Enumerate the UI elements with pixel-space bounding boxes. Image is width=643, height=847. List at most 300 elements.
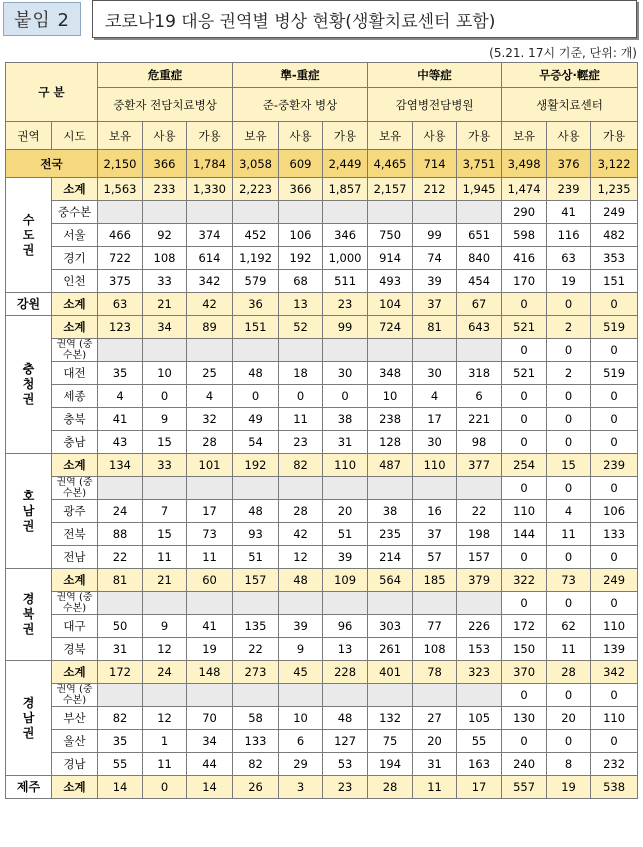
table-cell: 254: [502, 454, 547, 477]
table-cell: 643: [457, 316, 502, 339]
metric-header: 보유: [502, 122, 547, 150]
table-cell: 134: [98, 454, 143, 477]
table-cell: 6: [457, 385, 502, 408]
table-cell: 192: [279, 247, 323, 270]
table-cell: 0: [547, 431, 591, 454]
table-cell: 2,150: [98, 150, 143, 178]
region-name: 강원: [6, 293, 52, 316]
table-cell: [323, 592, 368, 615]
table-cell: [233, 201, 279, 224]
table-cell: 151: [233, 316, 279, 339]
city-label: 소계: [52, 293, 98, 316]
city-label: 전북: [52, 523, 98, 546]
table-cell: 0: [502, 592, 547, 615]
metric-header: 보유: [98, 122, 143, 150]
city-label: 충남: [52, 431, 98, 454]
table-cell: 139: [591, 638, 638, 661]
table-cell: 110: [591, 615, 638, 638]
table-cell: 4,465: [368, 150, 413, 178]
table-cell: 23: [323, 293, 368, 316]
table-cell: 9: [279, 638, 323, 661]
table-cell: 221: [457, 408, 502, 431]
table-cell: 366: [143, 150, 187, 178]
table-cell: 104: [368, 293, 413, 316]
table-cell: 375: [98, 270, 143, 293]
table-cell: 342: [187, 270, 233, 293]
city-label: 광주: [52, 500, 98, 523]
table-cell: 11: [279, 408, 323, 431]
table-cell: 0: [591, 385, 638, 408]
table-cell: 0: [591, 408, 638, 431]
metric-header: 가용: [457, 122, 502, 150]
table-cell: [457, 201, 502, 224]
table-cell: [457, 477, 502, 500]
table-cell: 487: [368, 454, 413, 477]
table-cell: 598: [502, 224, 547, 247]
table-cell: 11: [547, 638, 591, 661]
table-cell: 0: [502, 408, 547, 431]
table-row: [6, 615, 638, 638]
table-cell: 0: [233, 385, 279, 408]
table-cell: 0: [591, 339, 638, 362]
table-cell: 88: [98, 523, 143, 546]
table-cell: 108: [143, 247, 187, 270]
table-cell: [233, 339, 279, 362]
table-cell: [98, 339, 143, 362]
table-cell: [323, 201, 368, 224]
table-cell: 81: [98, 569, 143, 592]
table-cell: 99: [413, 224, 457, 247]
table-cell: [98, 592, 143, 615]
table-cell: 24: [143, 661, 187, 684]
metric-header: 가용: [187, 122, 233, 150]
table-cell: 30: [323, 362, 368, 385]
table-cell: 50: [98, 615, 143, 638]
table-row: [6, 523, 638, 546]
table-cell: 81: [413, 316, 457, 339]
table-cell: 21: [143, 569, 187, 592]
table-cell: [187, 592, 233, 615]
table-cell: 96: [323, 615, 368, 638]
table-row: [6, 730, 638, 753]
table-cell: [323, 477, 368, 500]
table-cell: 3,498: [502, 150, 547, 178]
national-total-row: [6, 150, 638, 178]
city-label: 소계: [52, 661, 98, 684]
attachment-tag: 붙임 2: [3, 2, 81, 36]
national-label: 전국: [6, 150, 98, 178]
city-label: 인천: [52, 270, 98, 293]
city-label: 부산: [52, 707, 98, 730]
city-label: 중수본: [52, 201, 98, 224]
table-cell: [143, 477, 187, 500]
table-cell: 353: [591, 247, 638, 270]
table-cell: 109: [323, 569, 368, 592]
table-cell: [187, 477, 233, 500]
table-cell: 416: [502, 247, 547, 270]
table-cell: 11: [143, 546, 187, 569]
table-row: [6, 385, 638, 408]
table-cell: [233, 592, 279, 615]
subtotal-row: [6, 293, 638, 316]
table-cell: 89: [187, 316, 233, 339]
table-cell: 38: [368, 500, 413, 523]
table-cell: 132: [368, 707, 413, 730]
table-cell: 1,563: [98, 178, 143, 201]
table-cell: 48: [233, 362, 279, 385]
table-cell: [413, 684, 457, 707]
table-cell: 10: [279, 707, 323, 730]
table-cell: 3,122: [591, 150, 638, 178]
table-cell: 63: [547, 247, 591, 270]
table-cell: 106: [591, 500, 638, 523]
table-cell: 714: [413, 150, 457, 178]
table-cell: 37: [413, 293, 457, 316]
table-cell: 11: [187, 546, 233, 569]
category-header: 危重症: [98, 63, 233, 88]
table-cell: 32: [187, 408, 233, 431]
table-cell: 0: [547, 477, 591, 500]
table-cell: [279, 684, 323, 707]
table-cell: 68: [279, 270, 323, 293]
table-cell: 212: [413, 178, 457, 201]
table-cell: [143, 592, 187, 615]
table-cell: 0: [502, 684, 547, 707]
table-cell: [187, 339, 233, 362]
subtotal-row: [6, 776, 638, 799]
table-cell: [413, 477, 457, 500]
table-cell: 130: [502, 707, 547, 730]
table-cell: 2,157: [368, 178, 413, 201]
table-cell: 2: [547, 316, 591, 339]
table-cell: 151: [591, 270, 638, 293]
city-column-header: 시도: [52, 122, 98, 150]
table-cell: [323, 339, 368, 362]
table-cell: 18: [279, 362, 323, 385]
table-cell: 519: [591, 362, 638, 385]
table-cell: 14: [98, 776, 143, 799]
table-cell: 3,058: [233, 150, 279, 178]
table-cell: 105: [457, 707, 502, 730]
category-subheader: 생활치료센터: [502, 88, 638, 122]
table-cell: 370: [502, 661, 547, 684]
table-cell: 1,330: [187, 178, 233, 201]
table-cell: 454: [457, 270, 502, 293]
table-cell: 0: [591, 477, 638, 500]
table-cell: [233, 477, 279, 500]
table-cell: 73: [547, 569, 591, 592]
table-cell: 98: [457, 431, 502, 454]
category-subheader: 준-중환자 병상: [233, 88, 368, 122]
table-cell: 41: [98, 408, 143, 431]
table-cell: 16: [413, 500, 457, 523]
table-cell: 30: [413, 431, 457, 454]
table-cell: 128: [368, 431, 413, 454]
table-cell: 564: [368, 569, 413, 592]
table-cell: 3: [279, 776, 323, 799]
table-cell: 13: [279, 293, 323, 316]
table-cell: 651: [457, 224, 502, 247]
table-cell: 185: [413, 569, 457, 592]
table-cell: [413, 592, 457, 615]
table-cell: 31: [413, 753, 457, 776]
table-cell: [143, 684, 187, 707]
table-cell: 110: [502, 500, 547, 523]
table-cell: 33: [143, 270, 187, 293]
table-cell: 0: [323, 385, 368, 408]
table-row: [6, 431, 638, 454]
unit-note: (5.21. 17시 기준, 단위: 개): [489, 46, 637, 60]
table-cell: 0: [502, 730, 547, 753]
table-row: [6, 477, 638, 500]
table-cell: 557: [502, 776, 547, 799]
table-cell: [187, 684, 233, 707]
table-cell: 153: [457, 638, 502, 661]
table-cell: 123: [98, 316, 143, 339]
table-cell: 45: [279, 661, 323, 684]
table-cell: 23: [279, 431, 323, 454]
table-cell: 273: [233, 661, 279, 684]
category-header: 中等症: [368, 63, 502, 88]
table-cell: 401: [368, 661, 413, 684]
table-cell: 52: [279, 316, 323, 339]
table-cell: 55: [457, 730, 502, 753]
table-cell: 452: [233, 224, 279, 247]
table-cell: 1,192: [233, 247, 279, 270]
table-cell: 58: [233, 707, 279, 730]
city-label: 울산: [52, 730, 98, 753]
table-cell: [457, 339, 502, 362]
category-subheader: 감염병전담병원: [368, 88, 502, 122]
table-cell: 21: [143, 293, 187, 316]
region-name: 제주: [6, 776, 52, 799]
table-cell: 722: [98, 247, 143, 270]
table-cell: [98, 684, 143, 707]
table-cell: 12: [279, 546, 323, 569]
table-row: [6, 638, 638, 661]
table-cell: 0: [502, 293, 547, 316]
table-cell: 1,945: [457, 178, 502, 201]
table-cell: 51: [233, 546, 279, 569]
table-cell: 22: [457, 500, 502, 523]
city-label: 세종: [52, 385, 98, 408]
table-cell: 0: [547, 592, 591, 615]
table-cell: 170: [502, 270, 547, 293]
table-cell: 37: [413, 523, 457, 546]
table-cell: 108: [413, 638, 457, 661]
table-cell: 0: [502, 477, 547, 500]
page-title: 코로나19 대응 권역별 병상 현황(생활치료센터 포함): [92, 0, 637, 38]
metric-header: 사용: [413, 122, 457, 150]
city-label: 경남: [52, 753, 98, 776]
bed-status-table: [5, 62, 638, 799]
table-cell: 214: [368, 546, 413, 569]
table-cell: 538: [591, 776, 638, 799]
table-cell: 614: [187, 247, 233, 270]
table-cell: 466: [98, 224, 143, 247]
region-name: 경남권: [6, 661, 52, 776]
table-cell: 0: [547, 546, 591, 569]
table-cell: 20: [413, 730, 457, 753]
table-cell: 22: [98, 546, 143, 569]
region-name: 호남권: [6, 454, 52, 569]
table-cell: 240: [502, 753, 547, 776]
region-column-header: 권역: [6, 122, 52, 150]
table-row: [6, 684, 638, 707]
table-cell: 106: [279, 224, 323, 247]
table-row: [6, 201, 638, 224]
table-cell: 239: [547, 178, 591, 201]
table-cell: 172: [502, 615, 547, 638]
table-cell: 840: [457, 247, 502, 270]
table-cell: 11: [547, 523, 591, 546]
table-cell: 15: [143, 523, 187, 546]
table-row: [6, 592, 638, 615]
table-cell: 914: [368, 247, 413, 270]
city-label: 충북: [52, 408, 98, 431]
table-cell: 25: [187, 362, 233, 385]
table-cell: 0: [547, 684, 591, 707]
table-cell: 110: [591, 707, 638, 730]
table-cell: 82: [233, 753, 279, 776]
table-cell: 322: [502, 569, 547, 592]
table-cell: 4: [547, 500, 591, 523]
table-cell: 35: [98, 730, 143, 753]
table-cell: 19: [547, 776, 591, 799]
table-cell: [279, 201, 323, 224]
table-cell: 73: [187, 523, 233, 546]
city-label: 권역 (중수본): [52, 477, 98, 500]
table-cell: 1,474: [502, 178, 547, 201]
table-cell: 82: [279, 454, 323, 477]
gubun-header: 구 분: [6, 63, 98, 122]
table-cell: 0: [502, 546, 547, 569]
table-cell: 30: [413, 362, 457, 385]
table-cell: 157: [457, 546, 502, 569]
table-cell: 579: [233, 270, 279, 293]
table-cell: 511: [323, 270, 368, 293]
table-cell: 0: [279, 385, 323, 408]
table-row: [6, 362, 638, 385]
table-cell: 10: [368, 385, 413, 408]
table-cell: 28: [547, 661, 591, 684]
table-cell: 53: [323, 753, 368, 776]
table-cell: 55: [98, 753, 143, 776]
table-cell: 41: [187, 615, 233, 638]
table-cell: [413, 339, 457, 362]
table-cell: 4: [98, 385, 143, 408]
table-cell: 0: [547, 408, 591, 431]
table-cell: 67: [457, 293, 502, 316]
table-cell: 33: [143, 454, 187, 477]
table-cell: 0: [143, 385, 187, 408]
city-label: 서울: [52, 224, 98, 247]
table-cell: 521: [502, 362, 547, 385]
table-cell: 31: [98, 638, 143, 661]
table-cell: [368, 684, 413, 707]
table-cell: 48: [323, 707, 368, 730]
table-cell: [143, 339, 187, 362]
table-cell: 17: [413, 408, 457, 431]
table-cell: 24: [98, 500, 143, 523]
table-cell: 1,235: [591, 178, 638, 201]
table-cell: [368, 201, 413, 224]
metric-header: 사용: [143, 122, 187, 150]
table-cell: 157: [233, 569, 279, 592]
table-cell: 1,857: [323, 178, 368, 201]
table-cell: 19: [187, 638, 233, 661]
table-cell: 75: [368, 730, 413, 753]
table-cell: 35: [98, 362, 143, 385]
table-cell: 7: [143, 500, 187, 523]
metric-header: 사용: [279, 122, 323, 150]
table-cell: 48: [279, 569, 323, 592]
subtotal-row: [6, 454, 638, 477]
table-cell: 249: [591, 569, 638, 592]
table-cell: 750: [368, 224, 413, 247]
table-cell: 28: [279, 500, 323, 523]
table-cell: 519: [591, 316, 638, 339]
city-label: 경기: [52, 247, 98, 270]
table-cell: 17: [457, 776, 502, 799]
table-cell: 22: [233, 638, 279, 661]
table-cell: 127: [323, 730, 368, 753]
table-cell: 724: [368, 316, 413, 339]
table-cell: 163: [457, 753, 502, 776]
table-cell: 39: [279, 615, 323, 638]
table-cell: 101: [187, 454, 233, 477]
table-cell: 13: [323, 638, 368, 661]
table-cell: 43: [98, 431, 143, 454]
table-cell: 374: [187, 224, 233, 247]
category-subheader: 중환자 전담치료병상: [98, 88, 233, 122]
table-cell: 11: [413, 776, 457, 799]
table-cell: 0: [591, 730, 638, 753]
table-cell: 0: [547, 385, 591, 408]
table-row: [6, 500, 638, 523]
city-label: 권역 (중수본): [52, 592, 98, 615]
table-cell: 54: [233, 431, 279, 454]
metric-header: 보유: [368, 122, 413, 150]
table-cell: 379: [457, 569, 502, 592]
table-cell: 34: [143, 316, 187, 339]
city-label: 권역 (중수본): [52, 684, 98, 707]
table-cell: 303: [368, 615, 413, 638]
table-cell: 194: [368, 753, 413, 776]
table-cell: [457, 592, 502, 615]
subtotal-row: [6, 661, 638, 684]
table-cell: 29: [279, 753, 323, 776]
table-row: [6, 270, 638, 293]
table-cell: [413, 201, 457, 224]
table-cell: 39: [413, 270, 457, 293]
table-cell: 346: [323, 224, 368, 247]
table-cell: 77: [413, 615, 457, 638]
table-cell: 239: [591, 454, 638, 477]
table-cell: 38: [323, 408, 368, 431]
table-cell: [323, 684, 368, 707]
table-cell: 51: [323, 523, 368, 546]
table-cell: 19: [547, 270, 591, 293]
page-header: [0, 0, 643, 44]
table-cell: 318: [457, 362, 502, 385]
metric-header: 사용: [547, 122, 591, 150]
table-cell: [457, 684, 502, 707]
table-cell: 172: [98, 661, 143, 684]
table-cell: 26: [233, 776, 279, 799]
table-cell: 232: [591, 753, 638, 776]
city-label: 소계: [52, 569, 98, 592]
